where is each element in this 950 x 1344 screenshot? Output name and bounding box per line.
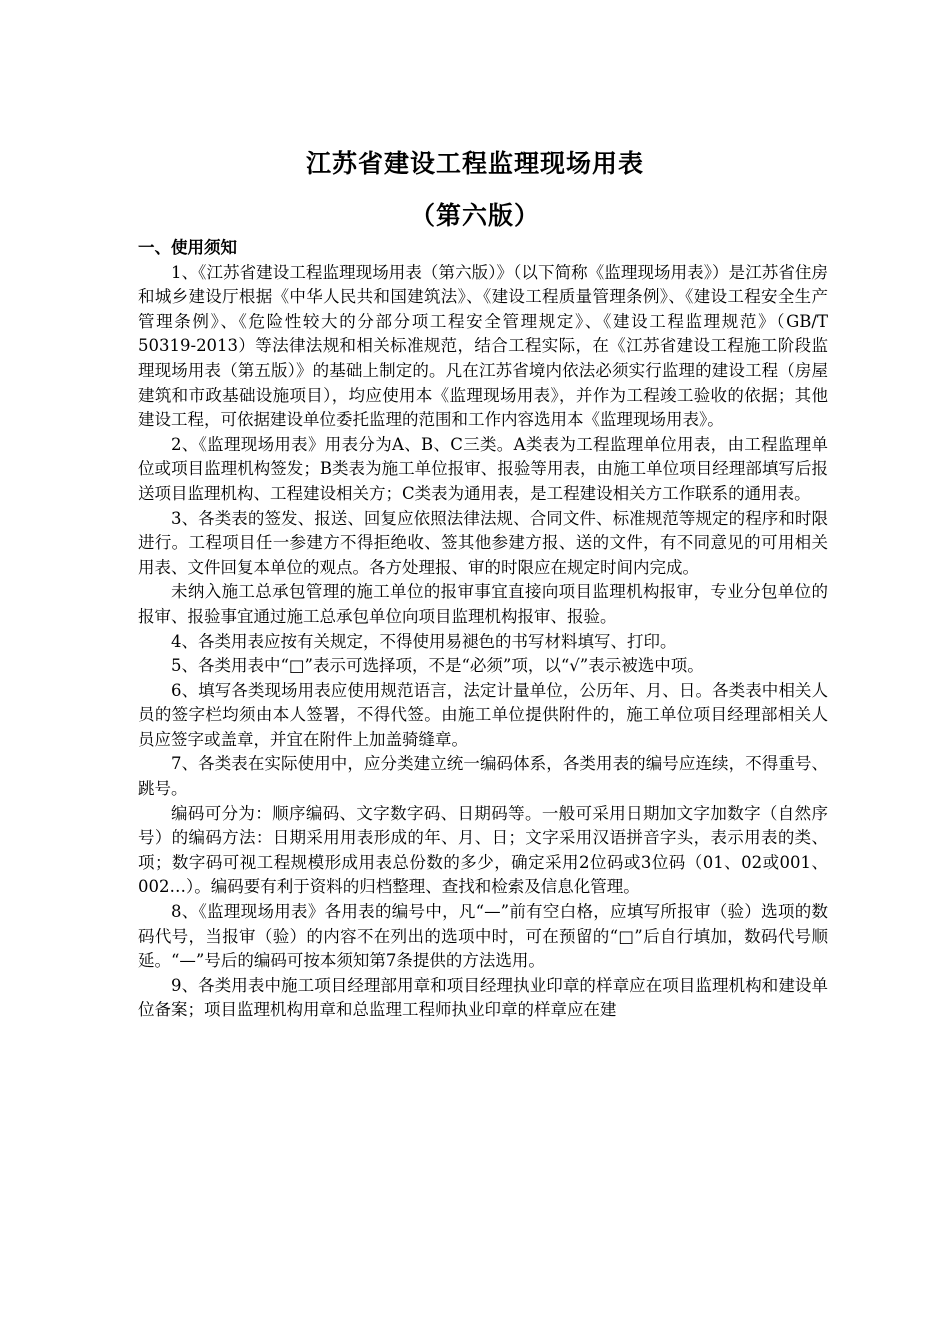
paragraph-4: 4、各类用表应按有关规定，不得使用易褪色的书写材料填写、打印。 bbox=[171, 631, 677, 651]
paragraph-8: 8、《监理现场用表》各用表的编号中，凡“—”前有空白格，应填写所报审（验）选项的数码代号，当报审（验）的内容不在列出的选项中时，可在预留的“□”后自行填加，数码代号顺延。“—”号后的编码可按本须知第7条提供的方法选用。 bbox=[138, 902, 828, 971]
paragraph-9: 9、各类用表中施工项目经理部用章和项目经理执业印章的样章应在项目监理机构和建设单位备案；项目监理机构用章和总监理工程师执业印章的样章应在建 bbox=[138, 975, 828, 1020]
section-heading: 一、使用须知 bbox=[138, 238, 237, 257]
paragraph-7-note: 编码可分为：顺序编码、文字数字码、日期码等。一般可采用日期加文字加数字（自然序号）的编码方法：日期采用用表形成的年、月、日；文字采用汉语拼音字头，表示用表的类、项；数字码可视工程规模形成用表总份数的多少，确定采用2位码或3位码（01、02或001、002…）。编码要有利于资料的归档整理、查找和检索及信息化管理。 bbox=[138, 803, 828, 897]
document-subtitle: （第六版） bbox=[409, 201, 540, 230]
paragraph-3-note: 未纳入施工总承包管理的施工单位的报审事宜直接向项目监理机构报审，专业分包单位的报审、报验事宜通过施工总承包单位向项目监理机构报审、报验。 bbox=[138, 582, 828, 626]
document-title: 江苏省建设工程监理现场用表 bbox=[305, 149, 644, 178]
paragraph-5: 5、各类用表中“□”表示可选择项，不是“必须”项，以“√”表示被选中项。 bbox=[171, 656, 704, 676]
paragraph-6: 6、填写各类现场用表应使用规范语言，法定计量单位，公历年、月、日。各类表中相关人员的签字栏均须由本人签署，不得代签。由施工单位提供附件的，施工单位项目经理部相关人员应签字或盖章，并宜在附件上加盖骑缝章。 bbox=[138, 680, 828, 749]
paragraph-1: 1、《江苏省建设工程监理现场用表（第六版）》（以下简称《监理现场用表》）是江苏省住房和城乡建设厅根据《中华人民共和国建筑法》、《建设工程质量管理条例》、《建设工程安全生产管理条例》、《危险性较大的分部分项工程安全管理规定》、《建设工程监理规范》（GB/T 50319-2013）等法律法规和相关标准规范，结合工程实际，在《江苏省建设工程施工阶段监理现场用表（第五版）》的基础上制定的。凡在江苏省境内依法必须实行监理的建设工程（房屋建筑和市政基础设施项目），均应使用本《监理现场用表》，并作为工程竣工验收的依据；其他建设工程，可依据建设单位委托监理的范围和工作内容选用本《监理现场用表》。 bbox=[138, 262, 828, 430]
paragraph-7: 7、各类表在实际使用中，应分类建立统一编码体系，各类用表的编号应连续，不得重号、跳号。 bbox=[138, 754, 828, 799]
document-body bbox=[138, 236, 828, 1023]
paragraph-2: 2、《监理现场用表》用表分为A、B、C三类。A类表为工程监理单位用表，由工程监理单位或项目监理机构签发；B类表为施工单位报审、报验等用表，由施工单位项目经理部填写后报送项目监理机构、工程建设相关方；C类表为通用表，是工程建设相关方工作联系的通用表。 bbox=[138, 434, 828, 503]
paragraph-3: 3、各类表的签发、报送、回复应依照法律法规、合同文件、标准规范等规定的程序和时限进行。工程项目任一参建方不得拒绝收、签其他参建方报、送的文件，有不同意见的可用相关用表、文件回复本单位的观点。各方处理报、审的时限应在规定时间内完成。 bbox=[138, 508, 828, 577]
